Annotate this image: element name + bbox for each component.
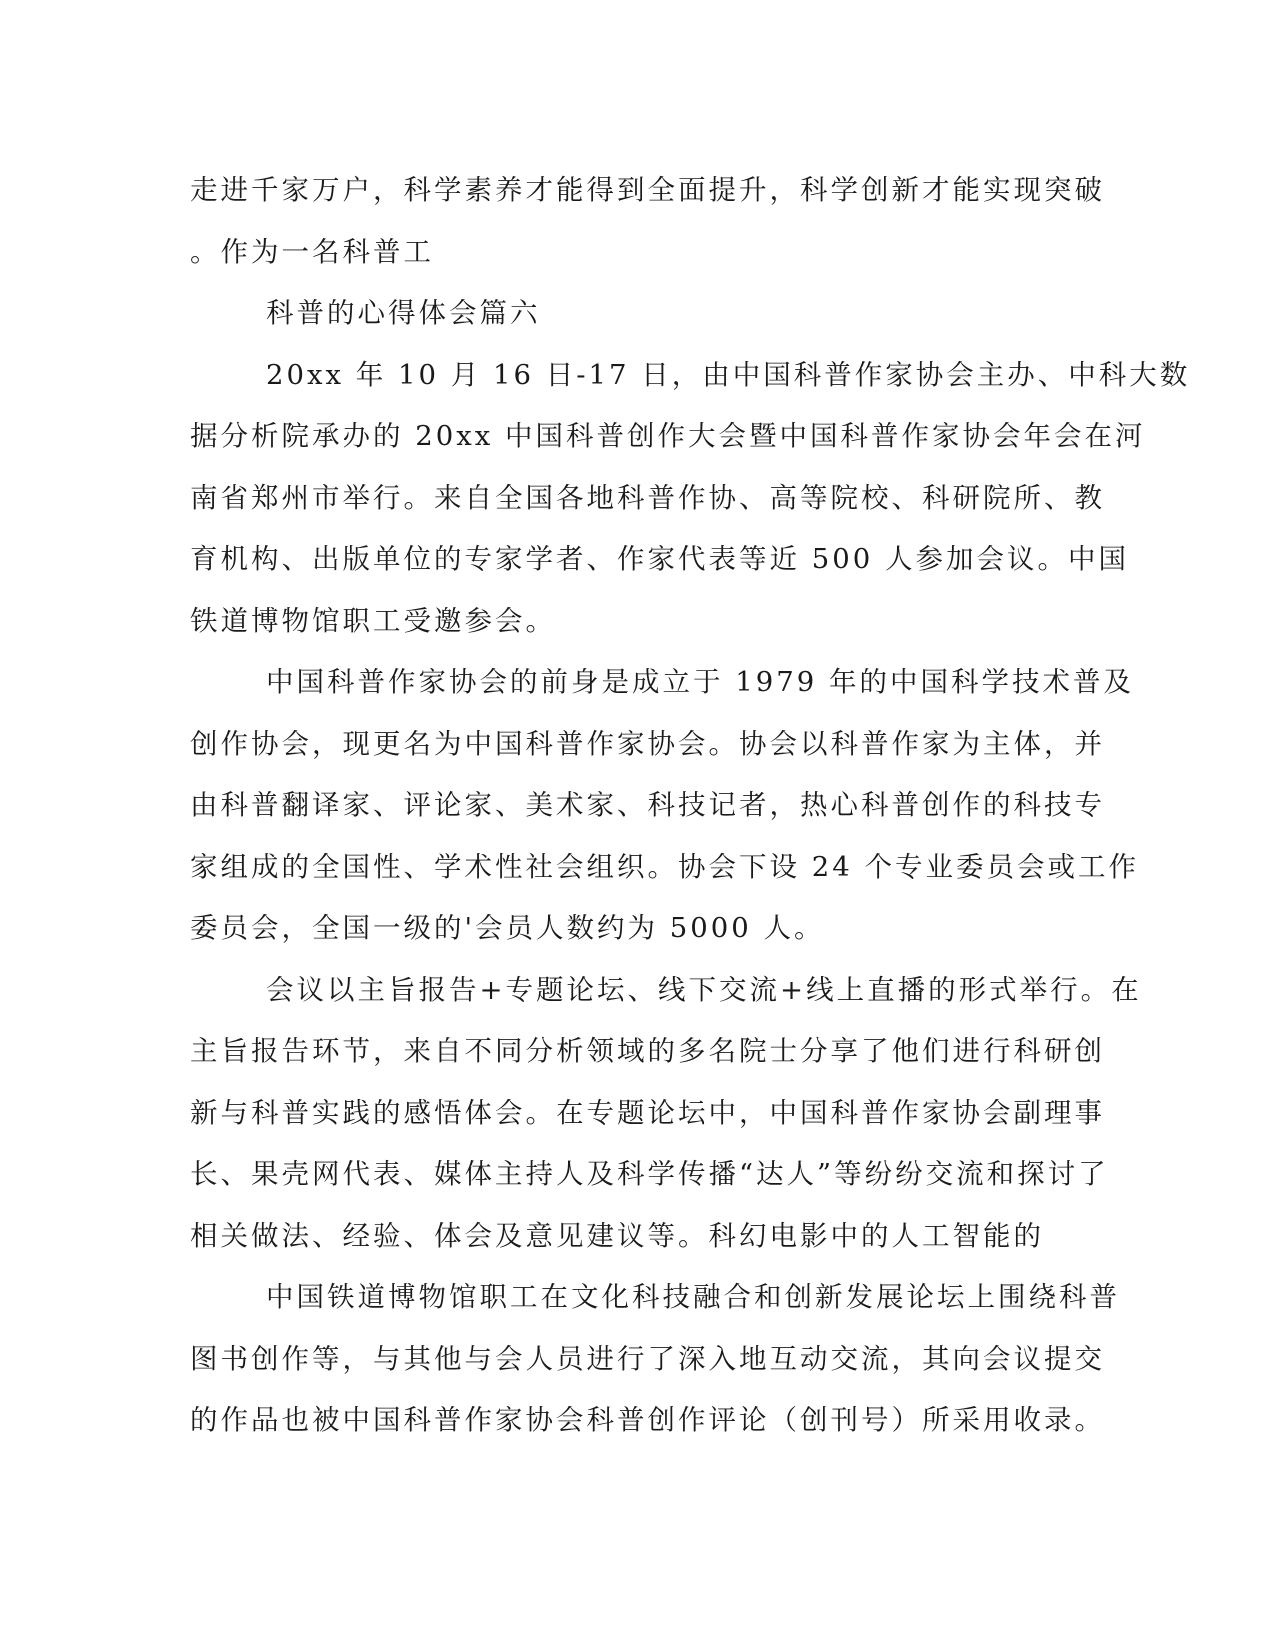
text-line: 家组成的全国性、学术性社会组织。协会下设 24 个专业委员会或工作 <box>190 850 1139 883</box>
document-body <box>190 160 1191 1452</box>
text-line: 相关做法、经验、体会及意见建议等。科幻电影中的人工智能的 <box>190 1219 1044 1252</box>
text-line: 主旨报告环节，来自不同分析领域的多名院士分享了他们进行科研创 <box>190 1035 1105 1067</box>
text-line: 中国铁道博物馆职工在文化科技融合和创新发展论坛上围绕科普 <box>266 1281 1120 1313</box>
text-line: 20xx 年 10 月 16 日-17 日，由中国科普作家协会主办、中科大数 <box>266 358 1191 391</box>
text-line: 创作协会，现更名为中国科普作家协会。协会以科普作家为主体，并 <box>190 727 1105 760</box>
text-line: 的作品也被中国科普作家协会科普创作评论（创刊号）所采用收录。 <box>190 1404 1105 1436</box>
text-line: 育机构、出版单位的专家学者、作家代表等近 500 人参加会议。中国 <box>190 543 1129 575</box>
text-line: 长、果壳网代表、媒体主持人及科学传播“达人”等纷纷交流和探讨了 <box>190 1158 1109 1190</box>
text-line: 新与科普实践的感悟体会。在专题论坛中，中国科普作家协会副理事 <box>190 1096 1105 1129</box>
text-line: 图书创作等，与其他与会人员进行了深入地互动交流，其向会议提交 <box>190 1342 1105 1375</box>
text-line: 南省郑州市举行。来自全国各地科普作协、高等院校、科研院所、教 <box>190 481 1105 514</box>
text-line: 据分析院承办的 20xx 中国科普创作大会暨中国科普作家协会年会在河 <box>190 420 1146 452</box>
text-line: 会议以主旨报告+专题论坛、线下交流+线上直播的形式举行。在 <box>266 973 1142 1006</box>
text-line: 中国科普作家协会的前身是成立于 1979 年的中国科学技术普及 <box>266 666 1134 698</box>
text-line: 由科普翻译家、评论家、美术家、科技记者，热心科普创作的科技专 <box>190 789 1105 821</box>
text-line: 。作为一名科普工 <box>190 235 434 268</box>
section-heading: 科普的心得体会篇六 <box>266 297 541 329</box>
text-line: 铁道博物馆职工受邀参会。 <box>190 604 556 637</box>
text-line: 走进千家万户，科学素养才能得到全面提升，科学创新才能实现突破 <box>190 174 1105 206</box>
text-line: 委员会，全国一级的'会员人数约为 5000 人。 <box>190 912 825 944</box>
